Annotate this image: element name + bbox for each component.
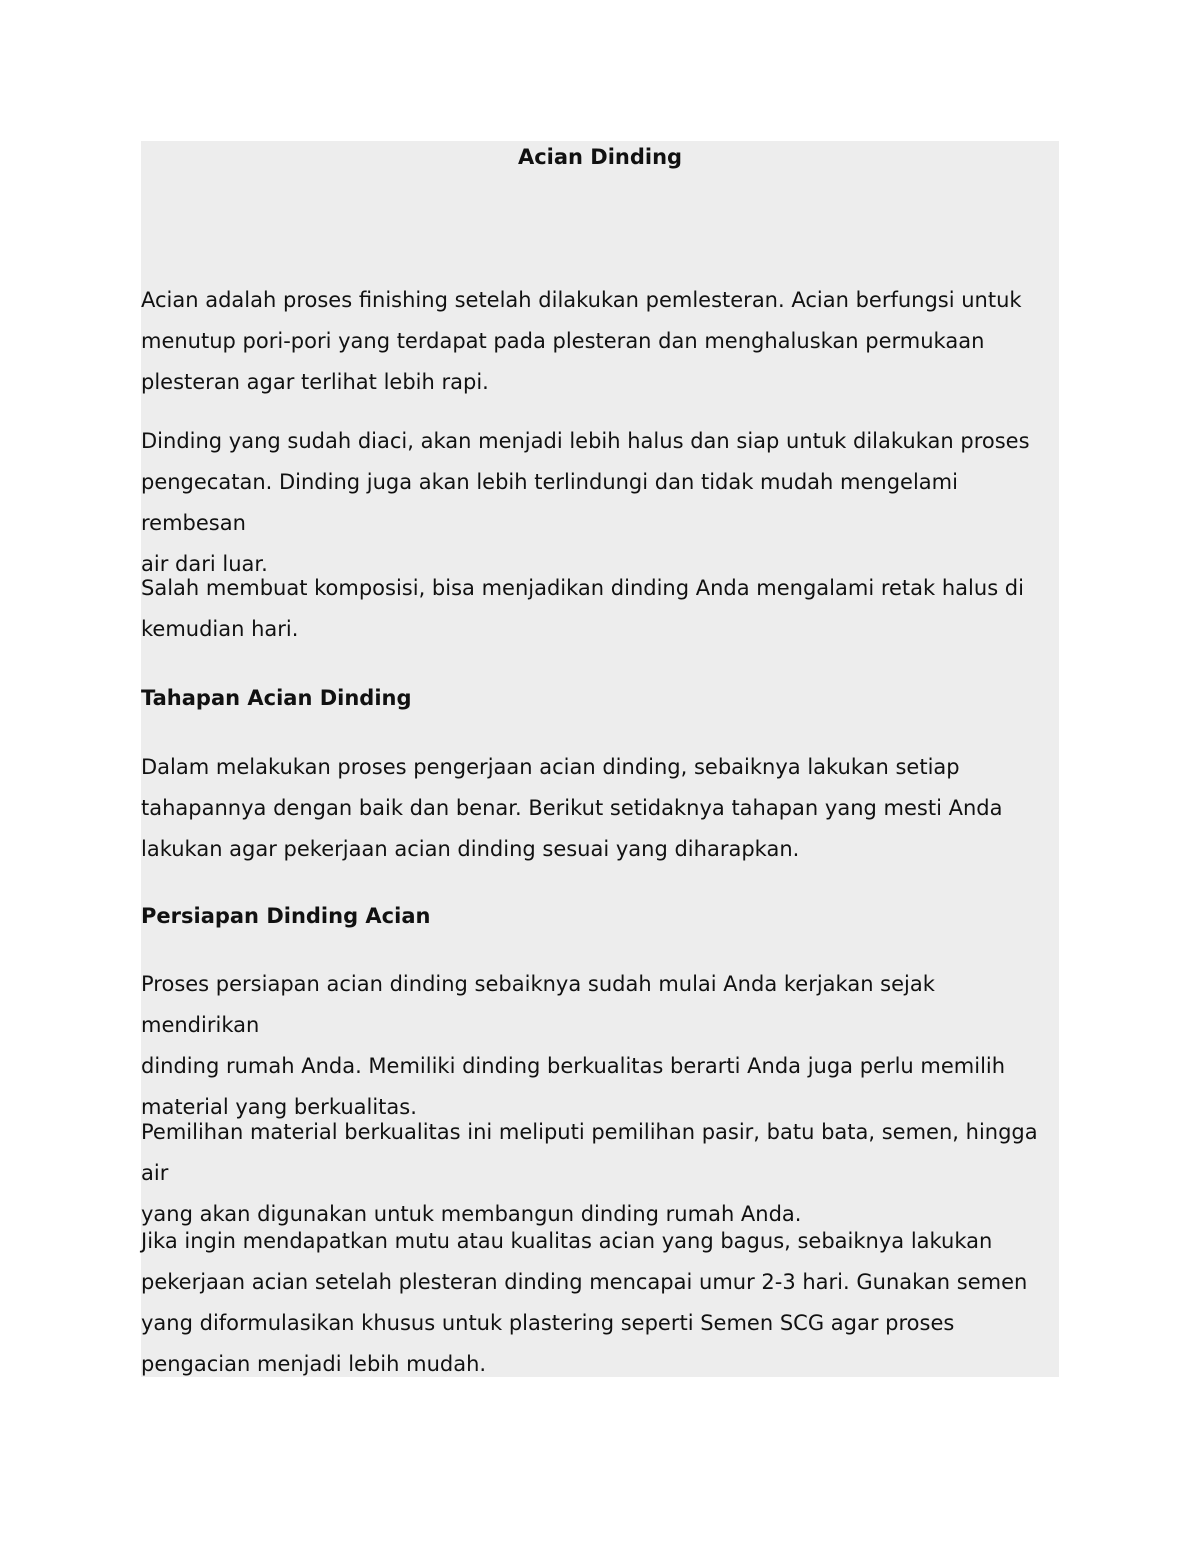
paragraph-stages: Dalam melakukan proses pengerjaan acian dinding, sebaiknya lakukan setiap tahapannya dengan baik dan benar. Berikut setidaknya tahapan yang mesti Anda lakukan agar pekerjaan acian dinding sesuai yang diharapkan. (141, 755, 1003, 861)
heading-tahapan: Tahapan Acian Dinding (141, 686, 412, 710)
heading-persiapan: Persiapan Dinding Acian (141, 904, 431, 928)
paragraph-finished-wall: Dinding yang sudah diaci, akan menjadi lebih halus dan siap untuk dilakukan proses pengecatan. Dinding juga akan lebih terlindungi dan tidak mudah mengelami rembesan air dari luar. (141, 429, 1030, 576)
paragraph-quality: Jika ingin mendapatkan mutu atau kualitas acian yang bagus, sebaiknya lakukan pekerjaan acian setelah plesteran dinding mencapai umur 2-3 hari. Gunakan semen yang diformulasikan khusus untuk plastering seperti Semen SCG agar proses pengacian menjadi lebih mudah. (141, 1229, 1028, 1376)
paragraph-materials: Pemilihan material berkualitas ini meliputi pemilihan pasir, batu bata, semen, hingga air yang akan digunakan untuk membangun dinding rumah Anda. (141, 1120, 1038, 1226)
document-content-block (141, 141, 1059, 1377)
document-title: Acian Dinding (517, 145, 683, 169)
paragraph-preparation: Proses persiapan acian dinding sebaiknya sudah mulai Anda kerjakan sejak mendirikan dinding rumah Anda. Memiliki dinding berkualitas berarti Anda juga perlu memilih material yang berkualitas. (141, 972, 1006, 1119)
paragraph-intro: Acian adalah proses finishing setelah dilakukan pemlesteran. Acian berfungsi untuk menutup pori-pori yang terdapat pada plesteran dan menghaluskan permukaan plesteran agar terlihat lebih rapi. (141, 288, 1022, 394)
paragraph-composition: Salah membuat komposisi, bisa menjadikan dinding Anda mengalami retak halus di kemudian hari. (141, 576, 1024, 641)
